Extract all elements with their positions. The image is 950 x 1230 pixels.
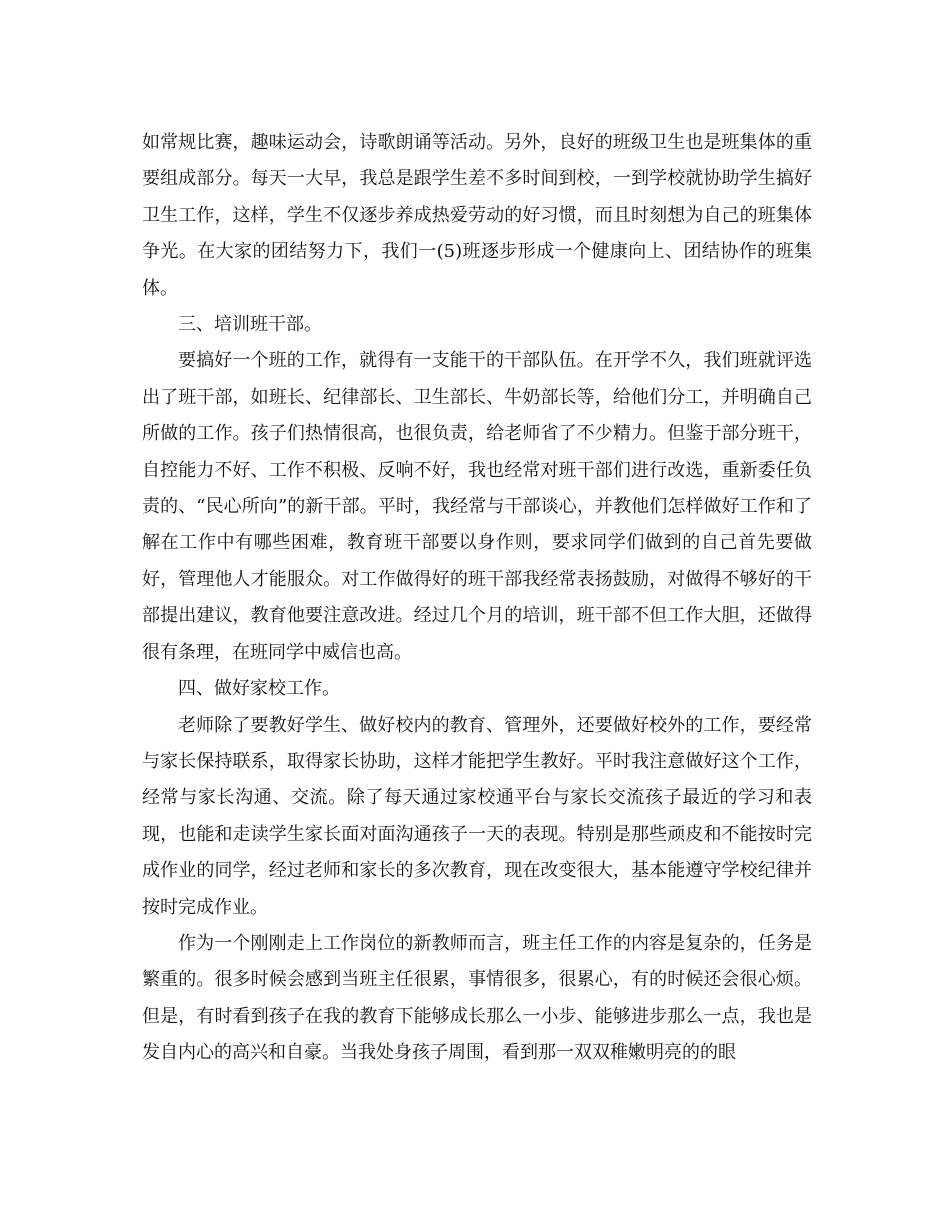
section-heading-train-class-leaders: 三、培训班干部。 (178, 314, 322, 336)
paragraph-class-leaders: 要搞好一个班的工作，就得有一支能干的干部队伍。在开学不久，我们班就评选出了班干部，如班长、纪律部长、卫生部长、牛奶部长等，给他们分工，并明确自己所做的工作。孩子们热情很高，也很负责，给老师省了不少精力。但鉴于部分班干，自控能力不好、工作不积极、反响不好，我也经常对班干部们进行改选，重新委任负责的、“民心所向”的新干部。平时，我经常与干部谈心，并教他们怎样做好工作和了解在工作中有哪些困难，教育班干部要以身作则，要求同学们做到的自己首先要做好，管理他人才能服众。对工作做得好的班干部我经常表扬鼓励，对做得不够好的干部提出建议，教育他要注意改进。经过几个月的培训，班干部不但工作大胆，还做得很有条理，在班同学中威信也高。 (142, 350, 812, 663)
paragraph-home-school: 老师除了要教好学生、做好校内的教育、管理外，还要做好校外的工作，要经常与家长保持联系，取得家长协助，这样才能把学生教好。平时我注意做好这个工作，经常与家长沟通、交流。除了每天通过家校通平台与家长交流孩子最近的学习和表现，也能和走读学生家长面对面沟通孩子一天的表现。特别是那些顽皮和不能按时完成作业的同学，经过老师和家长的多次教育，现在改变很大，基本能遵守学校纪律并按时完成作业。 (142, 714, 812, 918)
paragraph-reflection: 作为一个刚刚走上工作岗位的新教师而言，班主任工作的内容是复杂的，任务是繁重的。很多时候会感到当班主任很累，事情很多，很累心，有的时候还会很心烦。但是，有时看到孩子在我的教育下能够成长那么一小步、能够进步那么一点，我也是发自内心的高兴和自豪。当我处身孩子周围，看到那一双双稚嫩明亮的的眼 (142, 932, 812, 1064)
document-body (142, 125, 812, 1072)
paragraph-activities-continuation: 如常规比赛，趣味运动会，诗歌朗诵等活动。另外，良好的班级卫生也是班集体的重要组成部分。每天一大早，我总是跟学生差不多时间到校，一到学校就协助学生搞好卫生工作，这样，学生不仅逐步养成热爱劳动的好习惯，而且时刻想为自己的班集体争光。在大家的团结努力下，我们一(5)班逐步形成一个健康向上、团结协作的班集体。 (142, 132, 812, 299)
section-heading-home-school: 四、做好家校工作。 (178, 678, 340, 700)
